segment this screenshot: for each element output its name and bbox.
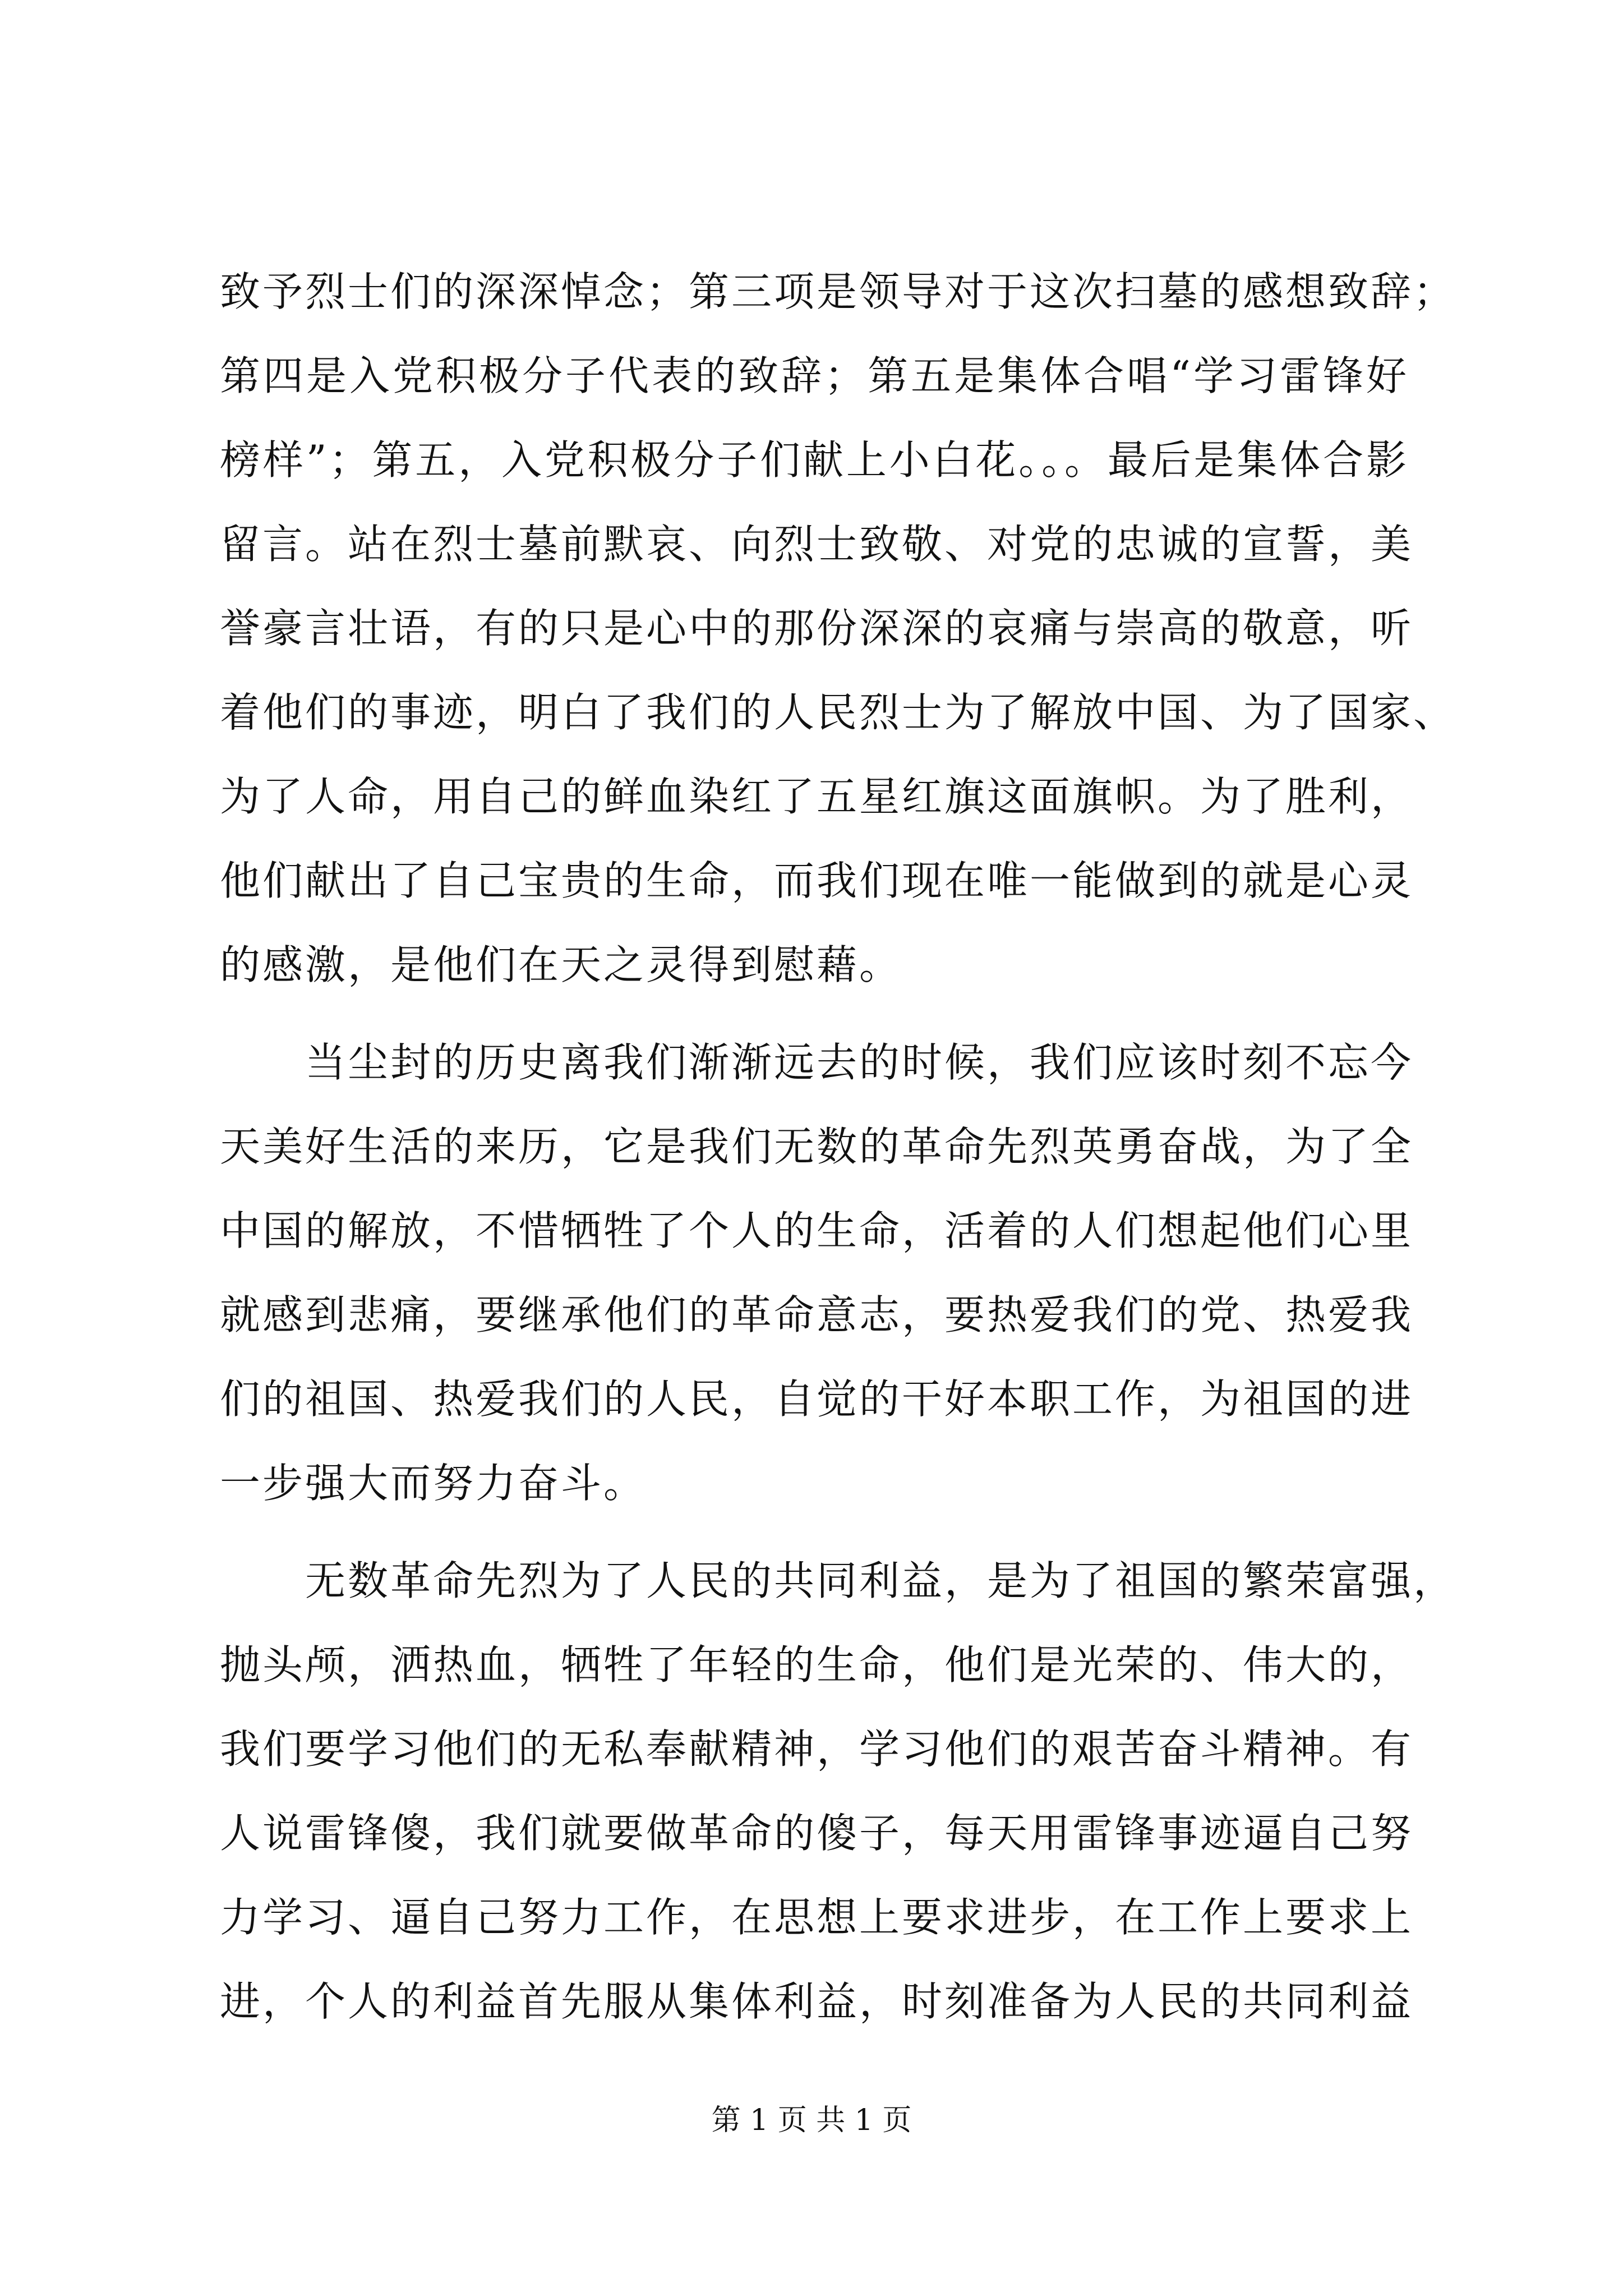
text-line: 榜样”；第五，入党积极分子们献上小白花。。。最后是集体合影	[220, 436, 1409, 484]
page-footer	[0, 2101, 1623, 2140]
text-line: 着他们的事迹，明白了我们的人民烈士为了解放中国、为了国家、	[220, 689, 1456, 736]
text-line: 中国的解放，不惜牺牲了个人的生命，活着的人们想起他们心里	[220, 1207, 1414, 1254]
paragraph-2	[220, 1020, 1414, 1525]
page-number-label: 第 1 页 共 1 页	[711, 2104, 912, 2137]
text-line: 人说雷锋傻，我们就要做革命的傻子，每天用雷锋事迹逼自己努	[220, 1810, 1414, 1857]
paragraph-3	[220, 1539, 1456, 2044]
text-line: 无数革命先烈为了人民的共同利益，是为了祖国的繁荣富强，	[305, 1557, 1456, 1604]
text-line: 留言。站在烈士墓前默哀、向烈士致敬、对党的忠诚的宣誓，美	[220, 521, 1414, 568]
text-line: 我们要学习他们的无私奉献精神，学习他们的艰苦奋斗精神。有	[220, 1726, 1414, 1773]
text-line: 第四是入党积极分子代表的致辞；第五是集体合唱“学习雷锋好	[220, 352, 1409, 399]
text-line: 为了人命，用自己的鲜血染红了五星红旗这面旗帜。为了胜利，	[220, 773, 1414, 820]
text-line: 天美好生活的来历，它是我们无数的革命先烈英勇奋战，为了全	[220, 1123, 1414, 1170]
text-line: 致予烈士们的深深悼念；第三项是领导对于这次扫墓的感想致辞；	[220, 268, 1456, 315]
text-line: 进，个人的利益首先服从集体利益，时刻准备为人民的共同利益	[220, 1978, 1414, 2025]
text-line: 当尘封的历史离我们渐渐远去的时候，我们应该时刻不忘今	[305, 1039, 1414, 1086]
text-line: 一步强大而努力奋斗。	[220, 1460, 647, 1507]
text-line: 他们献出了自己宝贵的生命，而我们现在唯一能做到的就是心灵	[220, 857, 1414, 904]
text-line: 的感激，是他们在天之灵得到慰藉。	[220, 941, 902, 988]
text-line: 们的祖国、热爱我们的人民，自觉的干好本职工作，为祖国的进	[220, 1375, 1414, 1423]
text-line: 誉豪言壮语，有的只是心中的那份深深的哀痛与崇高的敬意，听	[220, 605, 1414, 652]
text-line: 力学习、逼自己努力工作，在思想上要求进步，在工作上要求上	[220, 1894, 1414, 1941]
text-line: 抛头颅，洒热血，牺牲了年轻的生命，他们是光荣的、伟大的，	[220, 1641, 1414, 1688]
document-body	[220, 250, 1456, 2044]
paragraph-1	[220, 250, 1456, 1007]
text-line: 就感到悲痛，要继承他们的革命意志，要热爱我们的党、热爱我	[220, 1291, 1414, 1338]
